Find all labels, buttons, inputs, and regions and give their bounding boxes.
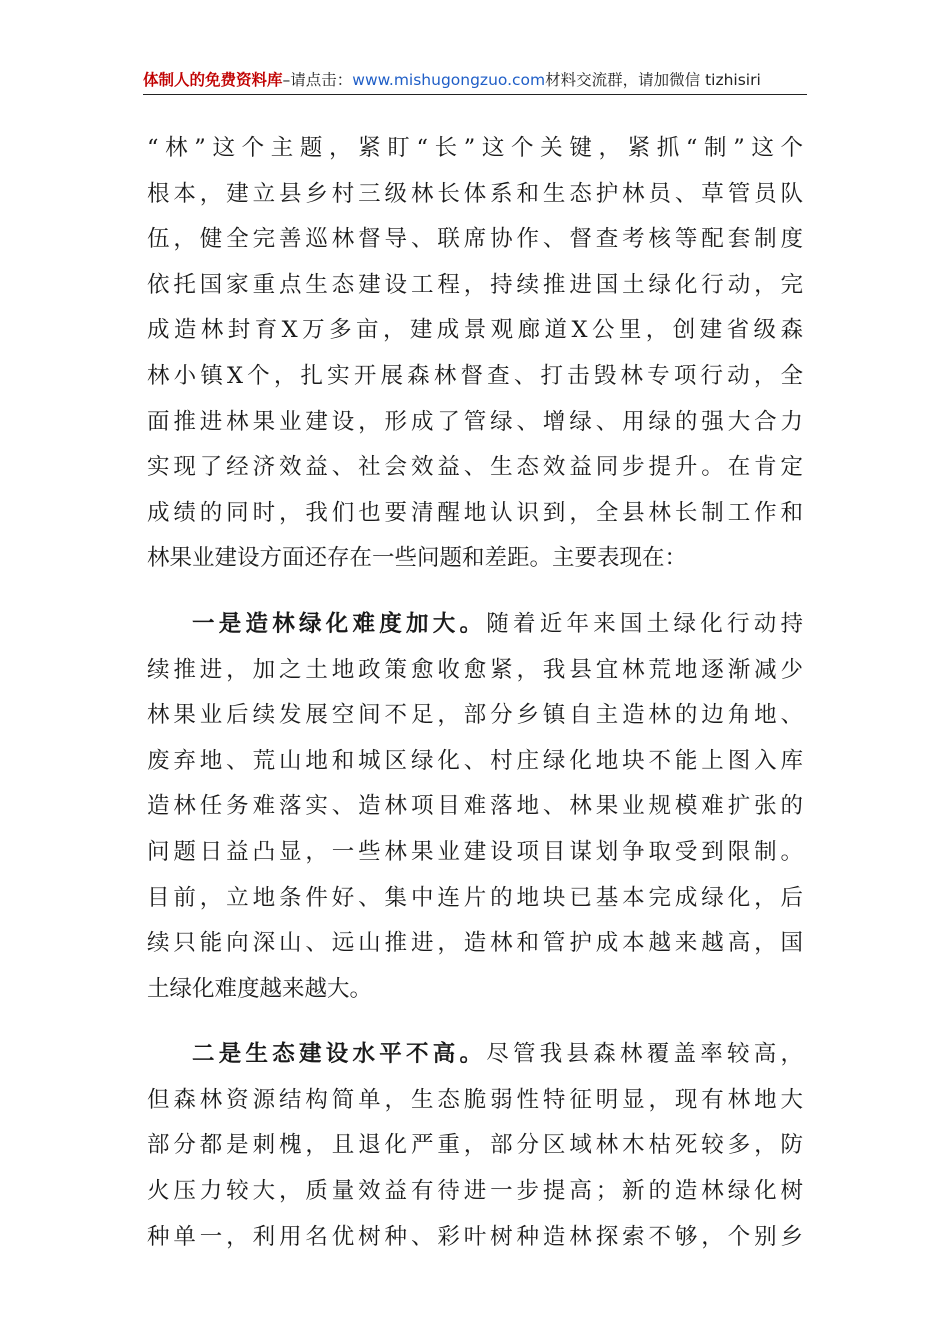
text-line: 种单一，利用名优树种、彩叶树种造林探索不够，个别乡 [147, 1223, 803, 1250]
header-click-prompt: –请点击： [282, 71, 353, 89]
paragraph-ecological-construction [147, 1032, 803, 1260]
text-line-with-heading [147, 1032, 803, 1078]
header-brand: 体制人的免费资料库 [143, 71, 283, 89]
text-line: 问题日益凸显，一些林果业建设项目谋划争取受到限制。 [147, 838, 803, 865]
text-line: “林”这个主题，紧盯“长”这个关键，紧抓“制”这个 [147, 135, 803, 161]
paragraph-heading: 二是生态建设水平不高。 [192, 1041, 487, 1068]
text-line: 但森林资源结构简单，生态脆弱性特征明显，现有林地大 [147, 1086, 803, 1113]
text-line: 依托国家重点生态建设工程，持续推进国土绿化行动，完 [147, 271, 803, 298]
page-header [143, 66, 807, 95]
heading-line-rest: 尽管我县森林覆盖率较高， [486, 1041, 803, 1068]
header-wechat-note: 材料交流群，请加微信 tizhisiri [545, 71, 761, 89]
text-line: 成造林封育X万多亩，建成景观廊道X公里，创建省级森 [147, 317, 803, 344]
header-website-link[interactable]: www.mishugongzuo.com [352, 71, 546, 89]
text-line: 实现了经济效益、社会效益、生态效益同步提升。在肯定 [147, 454, 803, 481]
text-line: 续只能向深山、远山推进，造林和管护成本越来越高，国 [147, 930, 803, 957]
text-line: 土绿化难度越来越大。 [147, 975, 373, 1002]
text-line: 林果业建设方面还存在一些问题和差距。主要表现在： [147, 545, 688, 572]
text-line-with-heading [147, 602, 803, 648]
text-line: 林果业后续发展空间不足，部分乡镇自主造林的边角地、 [147, 702, 803, 729]
text-line: 面推进林果业建设，形成了管绿、增绿、用绿的强大合力 [147, 408, 803, 435]
text-line: 续推进，加之土地政策愈收愈紧，我县宜林荒地逐渐减少 [147, 656, 803, 683]
text-line: 废弃地、荒山地和城区绿化、村庄绿化地块不能上图入库 [147, 747, 803, 774]
heading-line-rest: 随着近年来国土绿化行动持 [486, 610, 803, 637]
text-line: 造林任务难落实、造林项目难落地、林果业规模难扩张的 [147, 793, 803, 820]
document-body [147, 126, 803, 1260]
text-line: 林小镇X个，扎实开展森林督查、打击毁林专项行动，全 [147, 362, 803, 389]
text-line: 部分都是刺槐，且退化严重，部分区域林木枯死较多，防 [147, 1132, 803, 1159]
paragraph-afforestation-difficulty [147, 602, 803, 1012]
paragraph-forestry-summary [147, 126, 803, 582]
text-line: 成绩的同时，我们也要清醒地认识到，全县林长制工作和 [147, 499, 803, 526]
text-line: 目前，立地条件好、集中连片的地块已基本完成绿化，后 [147, 884, 803, 911]
text-line: 根本，建立县乡村三级林长体系和生态护林员、草管员队 [147, 180, 803, 207]
text-line: 火压力较大，质量效益有待进一步提高；新的造林绿化树 [147, 1178, 803, 1205]
text-line: 伍，健全完善巡林督导、联席协作、督查考核等配套制度 [147, 226, 803, 253]
paragraph-heading: 一是造林绿化难度加大。 [192, 610, 487, 637]
